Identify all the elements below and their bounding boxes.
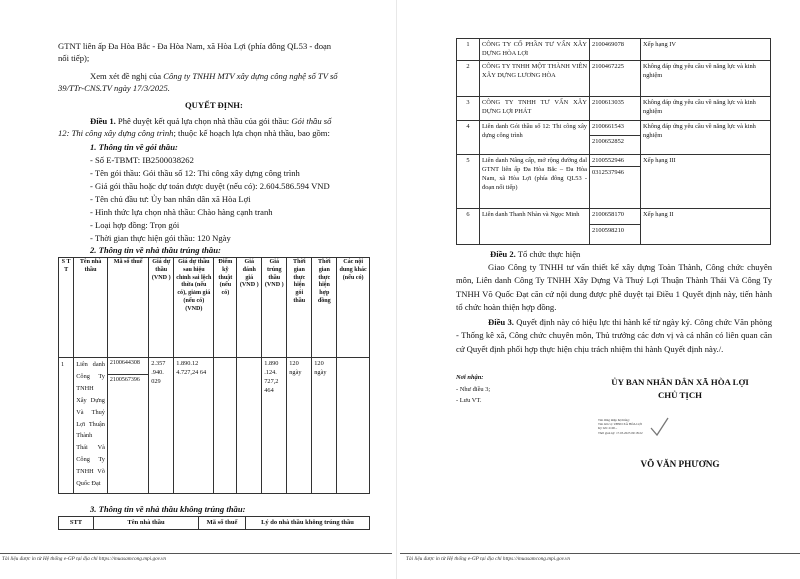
col-tech-score: Điểm kỹ thuật (nếu có) [214, 258, 237, 358]
col-tax: Mã số thuế [107, 258, 148, 358]
recipient-item: - Lưu VT. [456, 397, 482, 404]
cell-stt: 2 [457, 61, 480, 97]
signer-role: CHỦ TỊCH [657, 390, 703, 400]
cell-tax [590, 209, 641, 245]
info-line: - Tên chủ đầu tư: Ủy ban nhân dân xã Hòa Lợi [90, 194, 251, 204]
digital-signature-stamp [598, 418, 643, 435]
article-1-line-2: 12: Thi công xây dựng công trình; thuộc kế hoạch lựa chọn nhà thầu, bao gồm: [58, 128, 330, 138]
consider-line-2: 39/TTr-CNS.TV ngày 17/3/2025. [58, 83, 170, 93]
cell-tax [590, 121, 641, 155]
tax-code: 2100598210 [590, 224, 640, 235]
cell-exec-time: 120 ngày [287, 358, 312, 494]
cell-stt: 6 [457, 209, 480, 245]
col-bid-price: Giá dự thầu (VND ) [149, 258, 174, 358]
cell-tax: 2100469078 [590, 39, 641, 61]
cell-tax [590, 155, 641, 209]
cell-win-price: 1.890 .124. 727,2 464 [262, 358, 287, 494]
cell-name: Liên danh Thanh Nhàn và Ngọc Minh [480, 209, 590, 245]
intro-line-2: nối tiếp); [58, 53, 90, 63]
table-row [457, 61, 771, 97]
table-row [457, 39, 771, 61]
cell-stt: 4 [457, 121, 480, 155]
table-row [59, 358, 370, 494]
ranking-table [456, 38, 771, 245]
page-divider [396, 0, 397, 579]
winner-table [58, 257, 370, 494]
cell-result: Xếp hạng III [641, 155, 771, 209]
col-name: Tên nhà thầu [74, 258, 108, 358]
recipients-title: Nơi nhận: [456, 374, 484, 381]
stamp-line: Thời gian ký: 17.03.2025 09:18:22 [598, 430, 643, 435]
footer-text: Tài liệu được in từ Hệ thống e-GP tại địa chỉ https://muasamcong.mpi.gov.vn [406, 556, 571, 562]
signer-name: VÕ VĂN PHƯƠNG [640, 459, 720, 469]
decision-heading: QUYẾT ĐỊNH: [185, 100, 243, 110]
footer-text: Tài liệu được in từ Hệ thống e-GP tại địa chỉ https://muasamcong.mpi.gov.vn [2, 556, 167, 562]
table-row [457, 209, 771, 245]
info-line: - Tên gói thầu: Gói thầu số 12: Thi công xây dựng công trình [90, 168, 300, 178]
tax-code: 2100661543 [592, 123, 624, 130]
cell-result: Xếp hạng II [641, 209, 771, 245]
cell-contract-time: 120 ngày [312, 358, 337, 494]
section-3-title: 3. Thông tin về nhà thầu không trúng thầu: [90, 504, 246, 514]
cell-tax: 2100613035 [590, 97, 641, 121]
table-row [457, 155, 771, 209]
cell-name: CÔNG TY TNHH TƯ VẤN XÂY DỰNG LỢI PHÁT [480, 97, 590, 121]
cell-other [337, 358, 370, 494]
col-contract-time: Thời gian thực hiện hợp đồng [312, 258, 337, 358]
tax-code: 0312537946 [590, 166, 640, 177]
cell-result: Không đáp ứng yêu cầu về năng lực và kinh nghiệm [641, 97, 771, 121]
col-reason: Lý do nhà thầu không trúng thầu [246, 517, 370, 530]
recipient-item: - Như điều 3; [456, 386, 491, 393]
cell-eval-price [237, 358, 262, 494]
tax-code: 2100567396 [108, 374, 148, 385]
col-eval-price: Giá đánh giá (VND ) [237, 258, 262, 358]
issuing-authority: ỦY BAN NHÂN DÂN XÃ HÒA LỢI [611, 377, 749, 387]
tax-code: 2100552946 [592, 157, 624, 164]
article-1-line-1: Điều 1. Phê duyệt kết quả lựa chọn nhà thầu của gói thầu: Gói thầu số [90, 116, 332, 126]
signature-check-icon [648, 415, 670, 439]
col-corrected-price: Giá dự thầu sau hiệu chỉnh sai lệch thừa (nếu có), giảm giá (nếu có) (VND) [174, 258, 214, 358]
cell-corrected-price: 1.890.12 4.727,24 64 [174, 358, 214, 494]
article-2-body: Giao Công ty TNHH tư vấn thiết kế xây dựng Toàn Thành, Công chức chuyên môn, Liên danh Công Ty TNHH Xây Dựng Và Thuỷ Lợi Thuận Thành Thái Và Công Ty TNHH Võ Quốc Đạt căn cứ nội dung được phê duyệt tại Điều 1 Quyết định này, tiến hành tổ chức hoàn thiện hợp đồng. [456, 262, 772, 312]
col-stt: STT [59, 517, 94, 530]
tax-code: 2100652852 [590, 135, 640, 146]
cell-bid-price: 2.357 .940. 029 [149, 358, 174, 494]
tax-code: 2100658170 [592, 211, 624, 218]
section-2-title: 2. Thông tin về nhà thầu trúng thầu: [90, 245, 221, 255]
stamp-line: Ký bởi: 2100... [598, 426, 618, 431]
footer-rule [400, 553, 800, 554]
col-other: Các nội dung khác (nếu có) [337, 258, 370, 358]
cell-name: Liên danh Nâng cấp, mở rộng đường đal GTNT liên ấp Đa Hòa Bắc – Đa Hòa Nam, xã Hòa Lợi (phía đông QL53 - đoạn nối tiếp) [480, 155, 590, 209]
intro-line-1: GTNT liên ấp Đa Hòa Bắc - Đa Hòa Nam, xã Hòa Lợi (phía đông QL53 - đoạn [58, 41, 332, 51]
stamp-line: Tên đơn vị: UBND XÃ HÒA LỢI [598, 422, 642, 427]
tax-code: 2100644308 [109, 360, 140, 366]
info-line: - Thời gian thực hiện gói thầu: 120 Ngày [90, 233, 231, 243]
article-3-body: Điều 3. Quyết định này có hiệu lực thi hành kể từ ngày ký. Công chức Văn phòng - Thống kê xã, Công chức chuyên môn, Thủ trưởng các đơn vị và cá nhân có liên quan căn cứ Quyết định phối hợp thực hiện chịu trách nhiệm thi hành Quyết định này./. [456, 317, 772, 354]
col-win-price: Giá trúng thầu (VND ) [262, 258, 287, 358]
cell-tech-score [214, 358, 237, 494]
cell-stt: 5 [457, 155, 480, 209]
info-line: - Hình thức lựa chọn nhà thầu: Chào hàng cạnh tranh [90, 207, 273, 217]
col-tax: Mã số thuế [199, 517, 246, 530]
info-line: - Số E-TBMT: IB2500038262 [90, 155, 194, 165]
cell-name: Liên danh Gói thầu số 12: Thi công xây dựng công trình [480, 121, 590, 155]
cell-tax [107, 358, 148, 494]
cell-tax: 2100467225 [590, 61, 641, 97]
cell-stt: 1 [457, 39, 480, 61]
info-line: - Loại hợp đồng: Trọn gói [90, 220, 180, 230]
cell-stt: 1 [59, 358, 74, 494]
col-exec-time: Thời gian thực hiện gói thầu [287, 258, 312, 358]
cell-result: Không đáp ứng yêu cầu về năng lực và kinh nghiệm [641, 121, 771, 155]
non-winner-table [58, 516, 370, 530]
consider-line-1: Xem xét đề nghị của Công ty TNHH MTV xây dựng công nghệ số TV số [90, 71, 338, 81]
table-row [457, 121, 771, 155]
col-name: Tên nhà thầu [94, 517, 199, 530]
table-row [457, 97, 771, 121]
cell-result: Không đáp ứng yêu cầu về năng lực và kinh nghiệm [641, 61, 771, 97]
cell-stt: 3 [457, 97, 480, 121]
section-1-title: 1. Thông tin về gói thầu: [90, 142, 178, 152]
stamp-line: Tên đăng nhập hệ thống: [598, 418, 630, 422]
cell-name: Liên danh Công Ty TNHH Xây Dựng Và Thuỷ Lợi Thuận Thành Thái Và Công Ty TNHH Võ Quốc Đạt [74, 358, 108, 494]
article-2-title: Điều 2. Tổ chức thực hiện [490, 249, 581, 259]
footer-rule [0, 553, 392, 554]
col-stt: S T T [59, 258, 74, 358]
info-line: - Giá gói thầu hoặc dự toán được duyệt (nếu có): 2.604.586.594 VND [90, 181, 330, 191]
cell-name: CÔNG TY CỔ PHẦN TƯ VẤN XÂY DỰNG HÒA LỢI [480, 39, 590, 61]
cell-result: Xếp hạng IV [641, 39, 771, 61]
cell-name: CÔNG TY TNHH MỘT THÀNH VIÊN XÂY DỰNG LƯƠNG HÒA [480, 61, 590, 97]
